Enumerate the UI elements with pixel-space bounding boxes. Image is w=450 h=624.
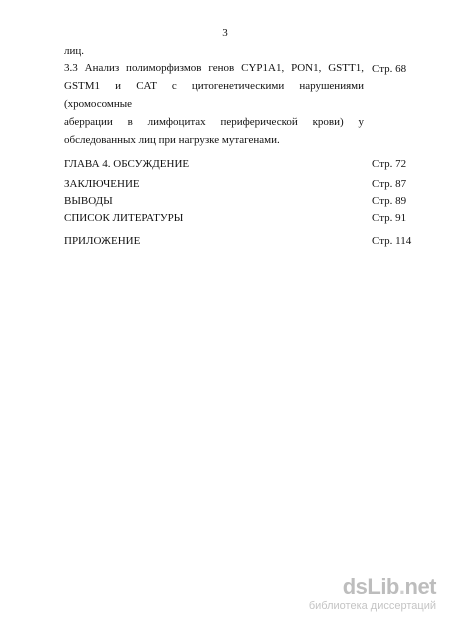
- toc-page-ref-appendix: Стр. 114: [372, 235, 412, 247]
- continuation-text: лиц.: [64, 45, 85, 57]
- toc-title-discussion: ГЛАВА 4. ОБСУЖДЕНИЕ: [64, 158, 190, 170]
- section-line: обследованных лиц при нагрузке мутагенами.: [64, 134, 280, 146]
- section-page-ref: Стр. 68: [372, 63, 407, 75]
- section-line: 3.3 Анализ полиморфизмов генов CYP1A1, PON1, GSTT1,: [64, 62, 364, 74]
- toc-title-conclusion: ЗАКЛЮЧЕНИЕ: [64, 178, 140, 190]
- toc-title-references: СПИСОК ЛИТЕРАТУРЫ: [64, 212, 184, 224]
- toc-page-ref-findings: Стр. 89: [372, 195, 407, 207]
- watermark-logo: dsLib.net: [342, 574, 436, 599]
- section-3-3-entry: [64, 59, 364, 149]
- toc-page-ref-references: Стр. 91: [372, 212, 407, 224]
- watermark: [309, 576, 436, 612]
- toc-title-findings: ВЫВОДЫ: [64, 195, 113, 207]
- toc-title-appendix: ПРИЛОЖЕНИЕ: [64, 235, 141, 247]
- section-line: GSTM1 и CAT с цитогенетическими нарушениями (хромосомные: [64, 80, 364, 110]
- page-number: 3: [222, 27, 228, 39]
- toc-page-ref-discussion: Стр. 72: [372, 158, 407, 170]
- toc-page-ref-conclusion: Стр. 87: [372, 178, 407, 190]
- section-line: аберрации в лимфоцитах периферической крови) у: [64, 116, 364, 128]
- watermark-subtitle: библиотека диссертаций: [308, 600, 436, 612]
